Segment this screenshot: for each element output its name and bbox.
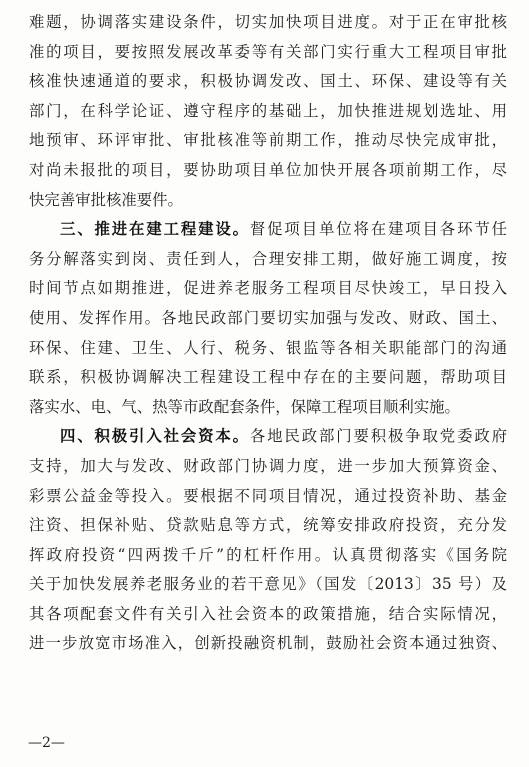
text-line: 快完善审批核准要件。	[29, 190, 183, 209]
text-line: 务分解落实到岗、责任到人，合理安排工期，做好施工调度，按	[29, 249, 507, 268]
text-line: 注资、担保补贴、贷款贴息等方式，统筹安排政府投资，充分发	[29, 516, 507, 535]
text-line: 彩票公益金等投入。要根据不同项目情况，通过投资补助、基金	[29, 486, 507, 505]
body-text	[29, 8, 507, 659]
text-line	[29, 422, 507, 452]
text-line: 地预审、环评审批、审批核准等前期工作，推动尽快完成审批，	[29, 131, 507, 150]
text-line: 联系，积极协调解决工程建设工程中存在的主要问题，帮助项目	[29, 368, 507, 387]
section-four	[29, 422, 507, 659]
text-line: 难题，协调落实建设条件，切实加快项目进度。对于正在审批核	[29, 13, 507, 31]
text-line: 使用、发挥作用。各地民政部门要切实加强与发改、财政、国土、	[29, 308, 507, 327]
text-line: 环保、住建、卫生、人行、税务、银监等各相关职能部门的沟通	[29, 338, 507, 357]
text-line: 核准快速通道的要求，积极协调发改、国土、环保、建设等有关	[29, 72, 507, 91]
section-heading: 三、推进在建工程建设。	[60, 220, 250, 239]
section-heading: 四、积极引入社会资本。	[60, 427, 250, 446]
text-line: 部门，在科学论证、遵守程序的基础上，加快推进规划选址、用	[29, 101, 507, 120]
text-line: 进一步放宽市场准入，创新投融资机制，鼓励社会资本通过独资、	[29, 634, 507, 653]
text-line: 对尚未报批的项目，要协助项目单位加快开展各项前期工作，尽	[29, 160, 507, 179]
text-line: 准的项目，要按照发展改革委等有关部门实行重大工程项目审批	[29, 42, 507, 61]
text-line: 关于加快发展养老服务业的若干意见》（国发〔2013〕35 号）及	[29, 575, 507, 594]
text-line	[29, 215, 507, 245]
text-line: 支持，加大与发改、财政部门协调力度，进一步加大预算资金、	[29, 456, 507, 475]
text-line: 落实水、电、气、热等市政配套条件，保障工程项目顺利实施。	[29, 397, 460, 416]
text-line-body: 督促项目单位将在建项目各环节任	[249, 220, 507, 239]
page-number: —2—	[28, 735, 65, 751]
text-line: 挥政府投资“四两拨千斤”的杠杆作用。认真贯彻落实《国务院	[29, 545, 507, 564]
paragraph-continuation	[29, 8, 507, 215]
text-line-body: 各地民政部门要积极争取党委政府	[249, 427, 507, 446]
text-line: 其各项配套文件有关引入社会资本的政策措施，结合实际情况，	[29, 604, 507, 623]
text-line: 时间节点如期推进，促进养老服务工程项目尽快竣工，早日投入	[29, 279, 507, 298]
section-three	[29, 215, 507, 422]
